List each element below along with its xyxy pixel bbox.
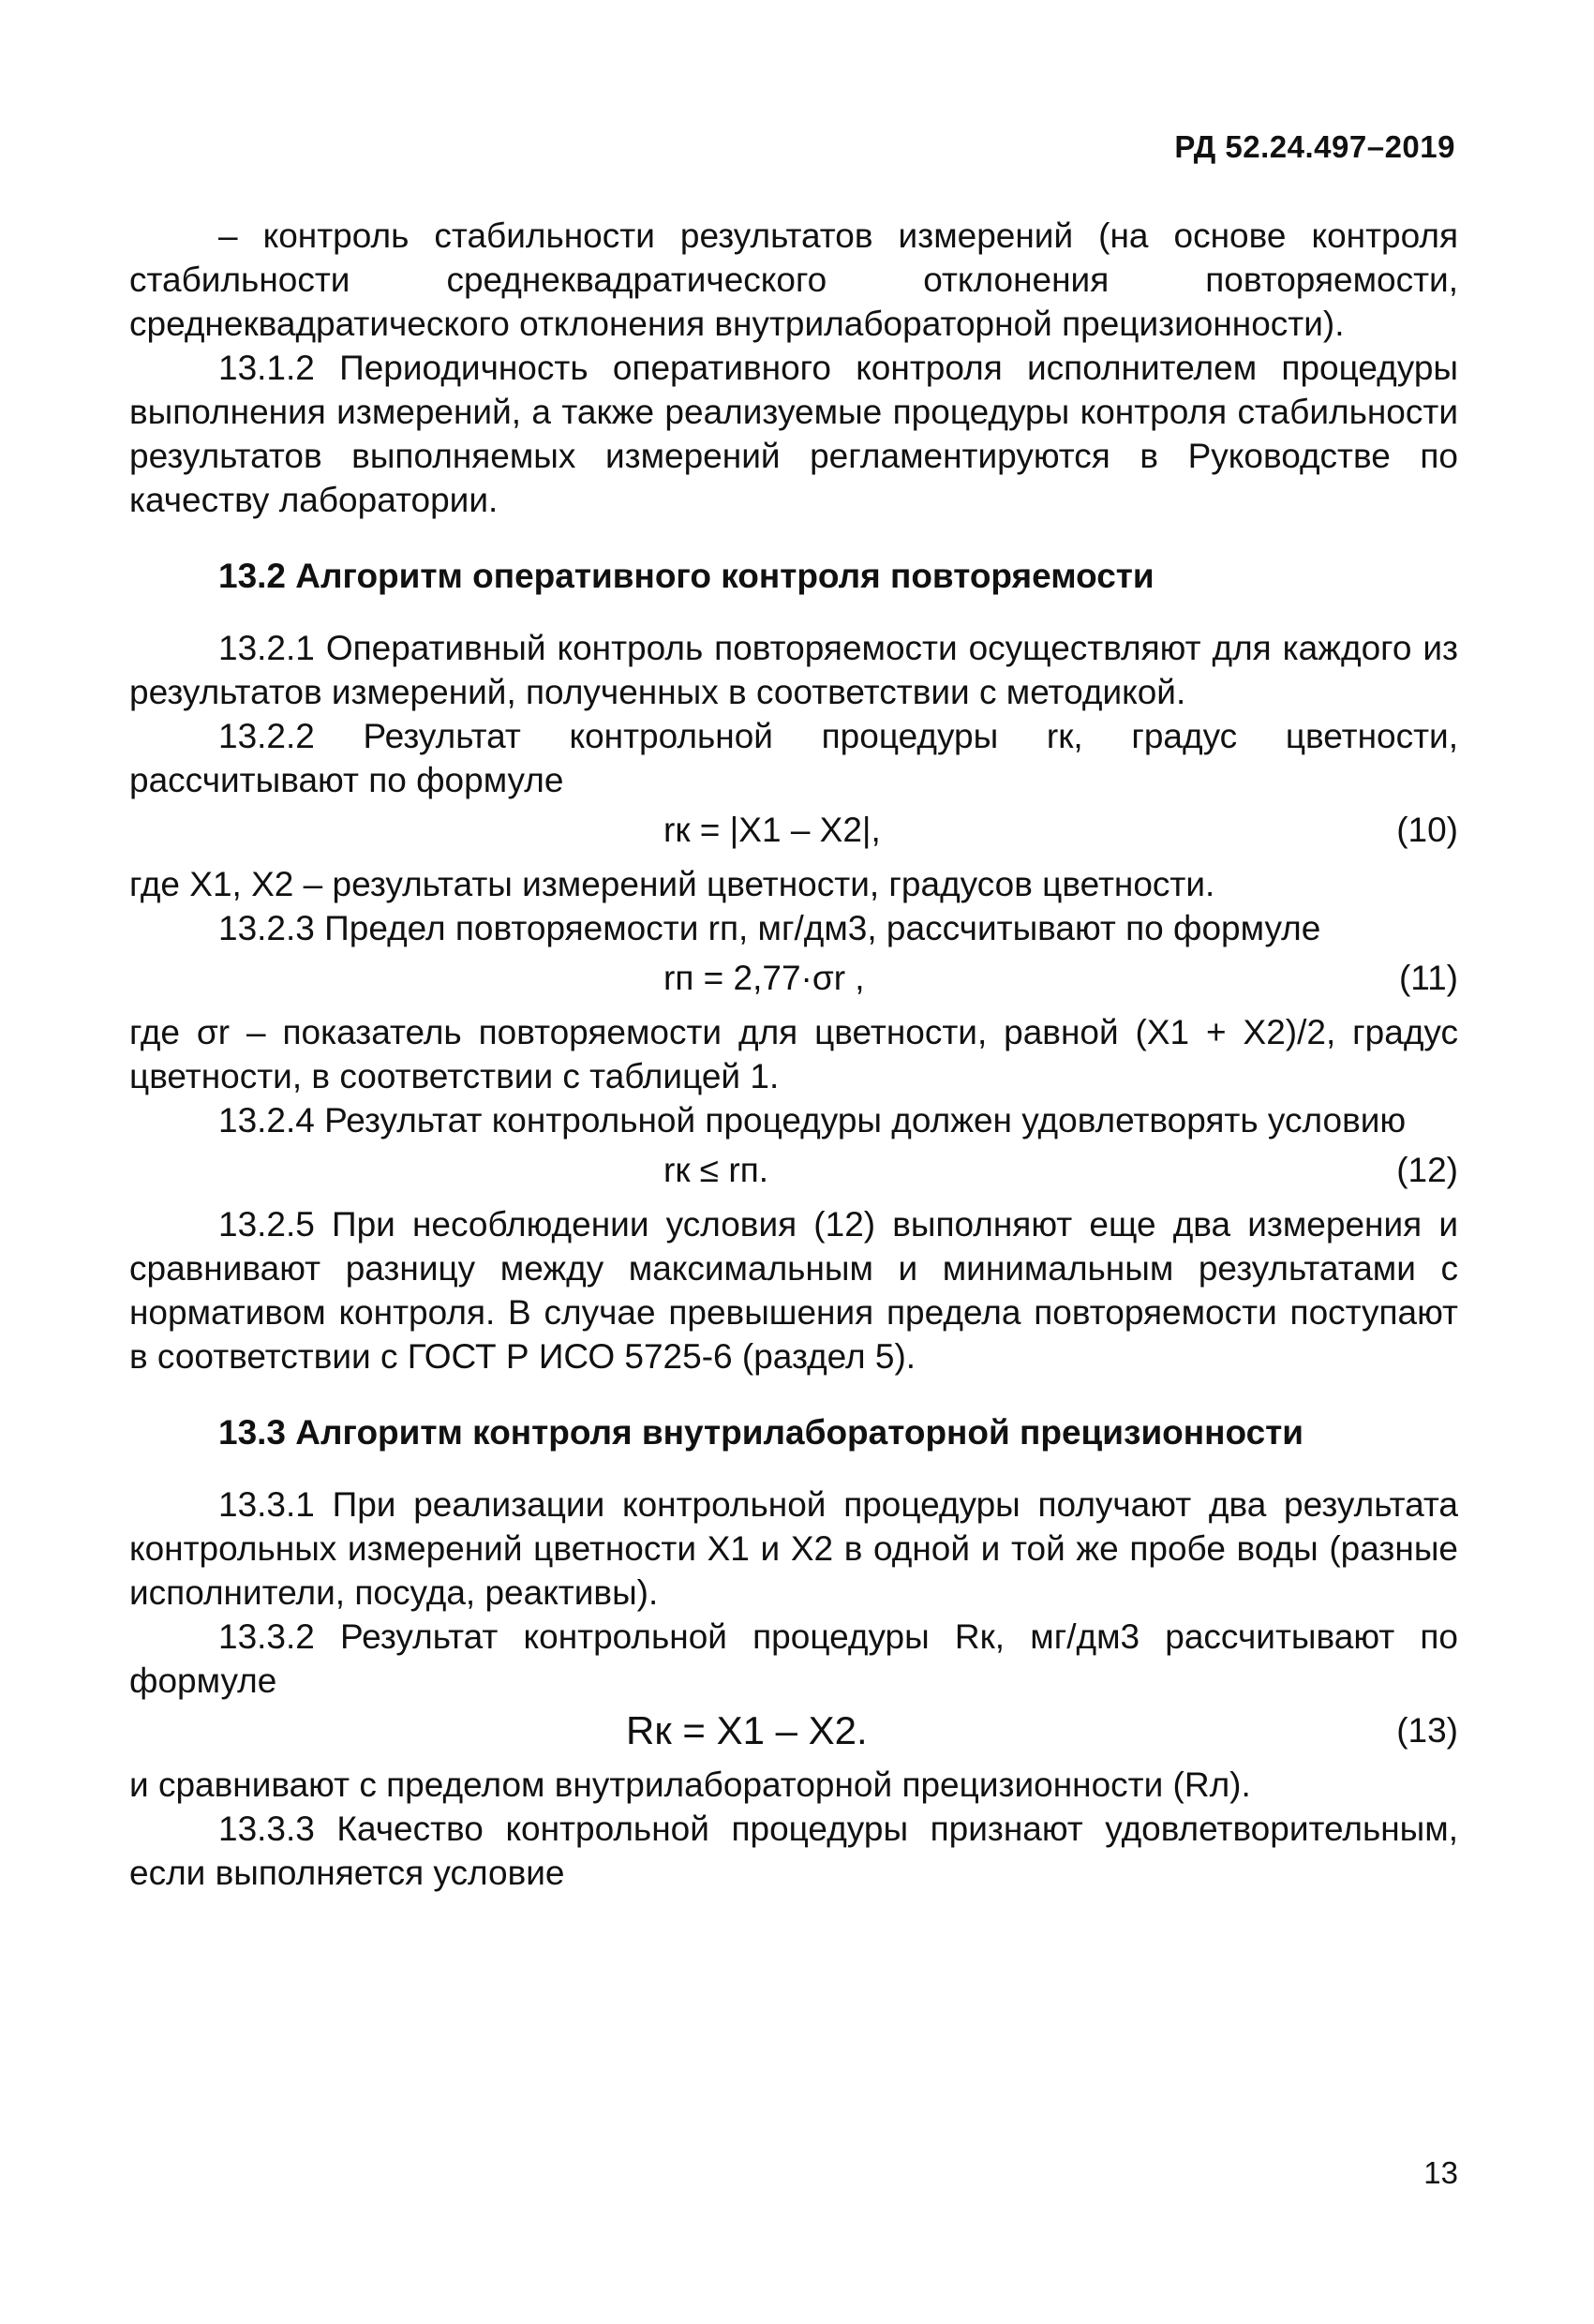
formula-11: rп = 2,77·σr , [663,959,865,997]
paragraph-where-x1-x2: где X1, X2 – результаты измерений цветности, градусов цветности. [129,865,1215,903]
paragraph-13-1-2: 13.1.2 Периодичность оперативного контроля исполнителем процедуры выполнения измерений, а также реализуемые процедуры контроля стабильности результатов выполняемых измерений регламентируются в Руководстве по качеству лаборатории. [129,349,1458,519]
formula-row-13 [129,1708,1458,1757]
paragraph-13-2-5: 13.2.5 При несоблюдении условия (12) выполняют еще два измерения и сравнивают разницу между максимальным и минимальным результатами с нормативом контроля. В случае превышения предела повторяемости поступают в соответствии с ГОСТ Р ИСО 5725-6 (раздел 5). [129,1205,1458,1376]
section-heading-13-2: 13.2 Алгоритм оперативного контроля повторяемости [218,557,1155,595]
formula-number-12: (12) [1396,1151,1458,1189]
paragraph-stability-control: – контроль стабильности результатов измерений (на основе контроля стабильности среднеквадратического отклонения повторяемости, среднеквадратического отклонения внутрилабораторной прецизионности). [129,216,1458,343]
formula-row-10 [129,808,1458,857]
document-code-header: РД 52.24.497–2019 [1174,129,1455,164]
formula-12: rк ≤ rп. [663,1151,769,1189]
paragraph-13-2-2: 13.2.2 Результат контрольной процедуры rк, градус цветности, рассчитывают по формуле [129,717,1458,799]
paragraph-13-2-4: 13.2.4 Результат контрольной процедуры должен удовлетворять условию [218,1101,1407,1140]
formula-number-13: (13) [1396,1711,1458,1750]
formula-number-11: (11) [1398,959,1458,997]
paragraph-where-sigma: где σr – показатель повторяемости для цветности, равной (X1 + X2)/2, градус цветности, в соответствии с таблицей 1. [129,1013,1458,1095]
document-body [129,214,1458,1895]
formula-row-11 [129,956,1458,1005]
paragraph-13-2-3: 13.2.3 Предел повторяемости rп, мг/дм3, рассчитывают по формуле [218,909,1321,947]
page-number: 13 [1423,2155,1458,2190]
section-heading-13-3: 13.3 Алгоритм контроля внутрилабораторной прецизионности [218,1413,1304,1452]
paragraph-13-3-3: 13.3.3 Качество контрольной процедуры признают удовлетворительным, если выполняется условие [129,1810,1458,1892]
formula-10: rк = |X1 – X2|, [663,811,881,849]
formula-row-12 [129,1148,1458,1197]
paragraph-13-2-1: 13.2.1 Оперативный контроль повторяемости осуществляют для каждого из результатов измерений, полученных в соответствии с методикой. [129,629,1458,711]
formula-number-10: (10) [1396,811,1458,849]
paragraph-compare-rl: и сравнивают с пределом внутрилабораторной прецизионности (Rл). [129,1765,1251,1804]
paragraph-13-3-1: 13.3.1 При реализации контрольной процедуры получают два результата контрольных измерений цветности X1 и X2 в одной и той же пробе воды (разные исполнители, посуда, реактивы). [129,1485,1458,1612]
formula-13: Rк = X1 – X2. [626,1708,868,1752]
paragraph-13-3-2: 13.3.2 Результат контрольной процедуры Rк, мг/дм3 рассчитывают по формуле [129,1617,1458,1700]
